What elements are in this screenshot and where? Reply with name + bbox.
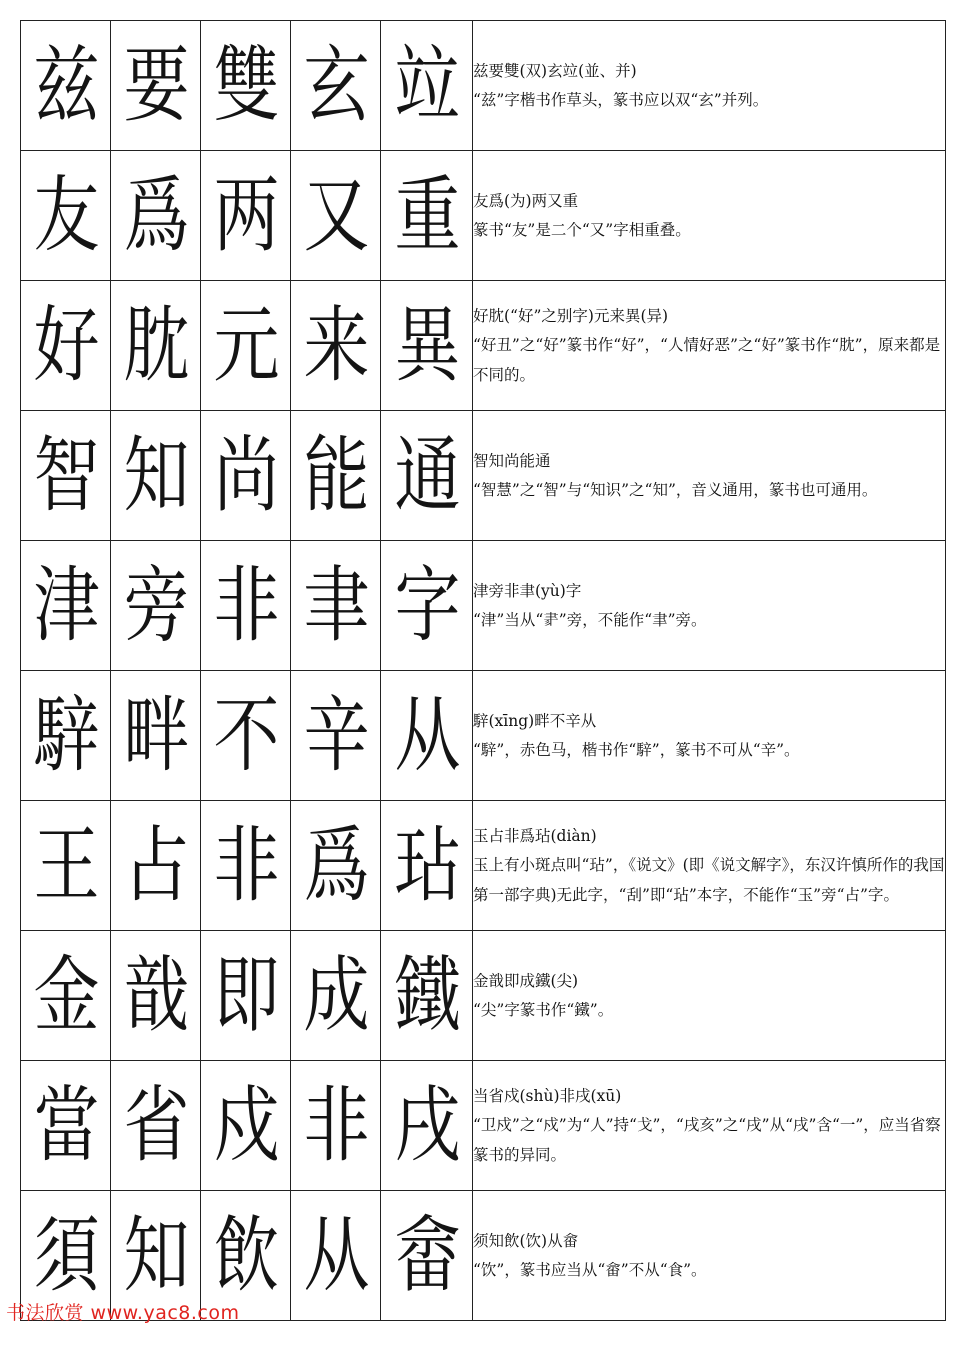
- seal-glyph-cell: [291, 1061, 381, 1191]
- note-explanation: 玉上有小斑点叫“玷”，《说文》(即《说文解字》，东汉许慎所作的我国第一部字典)无此字，“刮”即“玷”本字，不能作“玉”旁“占”字。: [473, 855, 945, 904]
- table-row: [21, 281, 946, 411]
- table-row: [21, 1061, 946, 1191]
- note-explanation: “饮”，篆书应当从“畲”不从“食”。: [473, 1260, 707, 1279]
- seal-glyph: 尚: [213, 426, 278, 523]
- seal-glyph-cell: [291, 21, 381, 151]
- seal-glyph: 能: [303, 426, 368, 523]
- note-heading: 当省戍(shù)非戌(xū): [473, 1086, 622, 1105]
- seal-glyph: 爲: [123, 166, 188, 263]
- note-heading: 智知尚能通: [473, 451, 551, 470]
- seal-glyph-cell: [201, 281, 291, 411]
- seal-glyph: 旁: [123, 556, 188, 653]
- seal-glyph-cell: [21, 671, 111, 801]
- note-heading: 騂(xīng)畔不辛从: [473, 711, 597, 730]
- seal-glyph-cell: [21, 1061, 111, 1191]
- seal-glyph-cell: [21, 931, 111, 1061]
- seal-glyph-cell: [291, 541, 381, 671]
- seal-glyph: 畔: [123, 686, 188, 783]
- seal-glyph: 聿: [303, 556, 368, 653]
- note-explanation: “津”当从“𦘔”旁，不能作“聿”旁。: [473, 610, 707, 629]
- seal-glyph-cell: [111, 541, 201, 671]
- note-heading: 友爲(为)两又重: [473, 191, 579, 210]
- watermark: 书法欣赏 www.yac8.com: [6, 1302, 240, 1324]
- note-heading: 好䏙(“好”之别字)元来異(异): [473, 306, 669, 325]
- seal-glyph-cell: [381, 671, 473, 801]
- note-cell: [473, 281, 946, 411]
- seal-glyph-cell: [381, 21, 473, 151]
- seal-glyph-cell: [291, 931, 381, 1061]
- seal-glyph: 戌: [394, 1076, 459, 1173]
- note-heading: 津旁非聿(yù)字: [473, 581, 582, 600]
- note-cell: [473, 1191, 946, 1321]
- seal-glyph: 非: [213, 556, 278, 653]
- seal-glyph-cell: [201, 801, 291, 931]
- note-cell: [473, 21, 946, 151]
- seal-glyph: 成: [303, 946, 368, 1043]
- seal-glyph: 即: [213, 946, 278, 1043]
- note-explanation: “尖”字篆书作“鐵”。: [473, 1000, 614, 1019]
- seal-glyph: 省: [123, 1076, 188, 1173]
- seal-glyph-cell: [381, 1061, 473, 1191]
- seal-glyph: 知: [123, 426, 188, 523]
- seal-glyph-cell: [381, 281, 473, 411]
- seal-glyph: 不: [213, 686, 278, 783]
- note-cell: [473, 411, 946, 541]
- seal-glyph: 智: [33, 426, 98, 523]
- seal-glyph-cell: [381, 931, 473, 1061]
- seal-glyph: 騂: [33, 686, 98, 783]
- table-body: [21, 21, 946, 1321]
- note-cell: [473, 671, 946, 801]
- seal-glyph: 兹: [33, 36, 98, 133]
- note-explanation: “兹”字楷书作草头，篆书应以双“玄”并列。: [473, 90, 769, 109]
- note-heading: 玉占非爲玷(diàn): [473, 826, 597, 845]
- note-cell: [473, 151, 946, 281]
- seal-glyph: 鐵: [394, 946, 459, 1043]
- seal-glyph: 两: [213, 166, 278, 263]
- seal-glyph: 王: [33, 816, 98, 913]
- seal-glyph-cell: [201, 21, 291, 151]
- seal-glyph: 从: [394, 686, 459, 783]
- seal-glyph: 竝: [394, 36, 459, 133]
- seal-glyph: 通: [394, 426, 459, 523]
- seal-glyph-cell: [111, 931, 201, 1061]
- seal-glyph-cell: [201, 541, 291, 671]
- note-cell: [473, 801, 946, 931]
- seal-glyph-cell: [291, 281, 381, 411]
- table-row: [21, 21, 946, 151]
- seal-glyph-cell: [201, 671, 291, 801]
- note-explanation: “好丑”之“好”篆书作“好”，“人情好恶”之“好”篆书作“䏙”，原来都是不同的。: [473, 335, 941, 384]
- seal-glyph: 辛: [303, 686, 368, 783]
- seal-glyph: 字: [394, 556, 459, 653]
- note-cell: [473, 541, 946, 671]
- seal-glyph-cell: [111, 281, 201, 411]
- seal-glyph-cell: [21, 21, 111, 151]
- seal-glyph-cell: [111, 151, 201, 281]
- seal-glyph: 津: [33, 556, 98, 653]
- seal-glyph: 當: [33, 1076, 98, 1173]
- character-table: [20, 20, 946, 1321]
- table-row: [21, 671, 946, 801]
- seal-glyph-cell: [111, 21, 201, 151]
- seal-glyph-cell: [381, 151, 473, 281]
- seal-glyph-cell: [201, 1061, 291, 1191]
- seal-glyph: 非: [213, 816, 278, 913]
- seal-glyph-cell: [111, 671, 201, 801]
- note-heading: 兹要雙(双)玄竝(並、并): [473, 61, 637, 80]
- seal-glyph-cell: [381, 801, 473, 931]
- seal-glyph-cell: [21, 541, 111, 671]
- seal-glyph-cell: [111, 411, 201, 541]
- seal-glyph-cell: [291, 801, 381, 931]
- table-row: [21, 541, 946, 671]
- seal-glyph: 非: [303, 1076, 368, 1173]
- seal-glyph: 玷: [394, 816, 459, 913]
- seal-glyph: 知: [123, 1206, 188, 1303]
- note-explanation: 篆书“友”是二个“又”字相重叠。: [473, 220, 691, 239]
- seal-glyph-cell: [291, 671, 381, 801]
- seal-glyph: 䏙: [123, 296, 188, 393]
- seal-glyph: 来: [303, 296, 368, 393]
- note-heading: 金戠即成鐵(尖): [473, 971, 579, 990]
- table-row: [21, 801, 946, 931]
- seal-glyph-cell: [381, 1191, 473, 1321]
- seal-glyph: 玄: [303, 36, 368, 133]
- seal-glyph: 又: [303, 166, 368, 263]
- seal-glyph-cell: [201, 151, 291, 281]
- table-row: [21, 411, 946, 541]
- note-cell: [473, 931, 946, 1061]
- seal-glyph: 戍: [213, 1076, 278, 1173]
- seal-glyph: 戠: [123, 946, 188, 1043]
- note-explanation: “智慧”之“智”与“知识”之“知”，音义通用，篆书也可通用。: [473, 480, 878, 499]
- character-table-sheet: [20, 20, 945, 1321]
- seal-glyph: 須: [33, 1206, 98, 1303]
- seal-glyph-cell: [381, 411, 473, 541]
- seal-glyph: 異: [394, 296, 459, 393]
- seal-glyph-cell: [111, 1061, 201, 1191]
- note-explanation: “騂”，赤色马，楷书作“騂”，篆书不可从“辛”。: [473, 740, 800, 759]
- seal-glyph-cell: [291, 151, 381, 281]
- seal-glyph-cell: [21, 411, 111, 541]
- note-explanation: “卫戍”之“戍”为“人”持“戈”，“戌亥”之“戌”从“戌”含“一”，应当省察篆书的异同。: [473, 1115, 941, 1164]
- seal-glyph-cell: [21, 151, 111, 281]
- seal-glyph-cell: [201, 411, 291, 541]
- seal-glyph: 畲: [394, 1206, 459, 1303]
- seal-glyph: 重: [394, 166, 459, 263]
- seal-glyph-cell: [381, 541, 473, 671]
- note-cell: [473, 1061, 946, 1191]
- seal-glyph: 金: [33, 946, 98, 1043]
- table-row: [21, 931, 946, 1061]
- seal-glyph: 占: [123, 816, 188, 913]
- seal-glyph: 要: [123, 36, 188, 133]
- seal-glyph-cell: [291, 1191, 381, 1321]
- seal-glyph-cell: [111, 801, 201, 931]
- seal-glyph: 好: [33, 296, 98, 393]
- seal-glyph: 友: [33, 166, 98, 263]
- seal-glyph: 飲: [213, 1206, 278, 1303]
- seal-glyph: 雙: [213, 36, 278, 133]
- note-heading: 须知飲(饮)从畲: [473, 1231, 579, 1250]
- seal-glyph: 从: [303, 1206, 368, 1303]
- seal-glyph: 元: [213, 296, 278, 393]
- table-row: [21, 151, 946, 281]
- seal-glyph: 爲: [303, 816, 368, 913]
- seal-glyph-cell: [201, 931, 291, 1061]
- seal-glyph-cell: [291, 411, 381, 541]
- seal-glyph-cell: [21, 801, 111, 931]
- seal-glyph-cell: [21, 281, 111, 411]
